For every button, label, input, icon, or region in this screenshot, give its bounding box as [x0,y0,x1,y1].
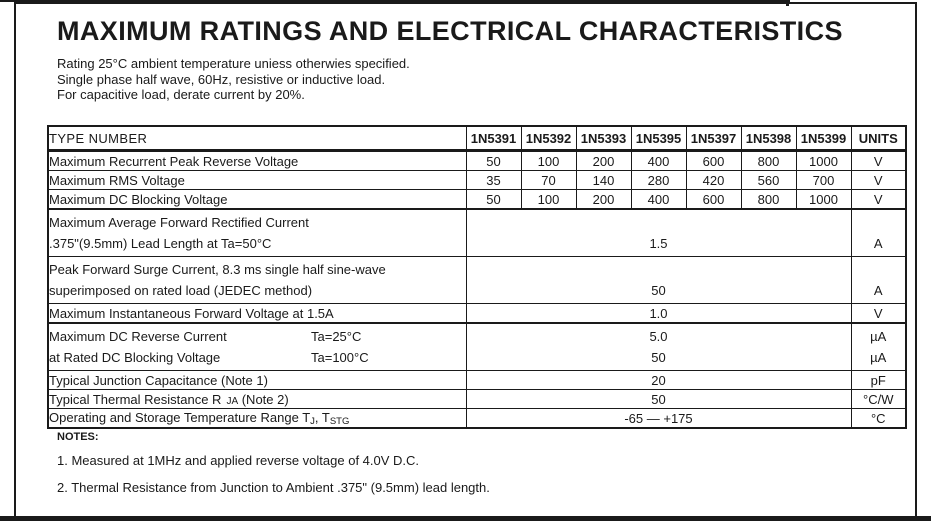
tstg-subscript: STG [329,415,350,427]
row-label [48,257,466,304]
row-label-text: Operating and Storage Temperature Range T [49,409,311,425]
row-value: 400 [631,151,686,171]
row-label: Maximum Recurrent Peak Reverse Voltage [48,151,466,171]
test-condition: Ta=100°C [311,350,369,365]
row-value: 1000 [796,151,851,171]
device-column-header: 1N5399 [796,126,851,151]
row-label-text: Maximum DC Reverse Current [49,329,227,344]
device-column-header: 1N5397 [686,126,741,151]
row-label [48,409,466,429]
row-label-text: , T [314,409,330,425]
merged-value-cell [466,209,851,257]
row-label-line1 [49,329,466,344]
thermal-resistance-subscript: JA [226,395,239,407]
row-value: 140 [576,171,631,190]
table-row [48,409,906,429]
row-value: 50 [651,350,666,365]
row-value: 700 [796,171,851,190]
table-row [48,171,906,190]
row-label: Typical Junction Capacitance (Note 1) [48,371,466,390]
table-row [48,209,906,257]
row-value: 400 [631,190,686,210]
merged-value-cell [466,323,851,371]
row-unit: pF [851,371,906,390]
table-row [48,151,906,171]
table-row [48,323,906,371]
row-unit: µA [870,350,887,365]
row-label: Maximum DC Blocking Voltage [48,190,466,210]
device-column-header: 1N5395 [631,126,686,151]
merged-value-cell [466,257,851,304]
row-value: 100 [521,190,576,210]
row-value: 1.0 [466,304,851,324]
condition-line: Rating 25°C ambient temperature uniess otherwies specified. [57,56,410,71]
row-value: 50 [466,151,521,171]
note-item: 1. Measured at 1MHz and applied reverse voltage of 4.0V D.C. [57,453,420,468]
row-label: Maximum Instantaneous Forward Voltage at 1.5A [48,304,466,324]
page-bottom-rule [0,516,931,521]
row-value: 70 [521,171,576,190]
device-column-header: 1N5392 [521,126,576,151]
row-unit: °C/W [851,390,906,409]
row-value: 20 [466,371,851,390]
row-unit: A [873,236,883,251]
row-label-line2 [49,350,466,365]
row-unit-cell [851,323,906,371]
row-unit: A [873,283,883,298]
device-column-header: 1N5393 [576,126,631,151]
type-number-header: TYPE NUMBER [48,126,466,151]
row-unit: V [851,190,906,210]
row-value: 800 [741,151,796,171]
row-unit-cell [851,209,906,257]
table-row [48,304,906,324]
units-header: UNITS [851,126,906,151]
row-label [48,209,466,257]
row-label-line1: Peak Forward Surge Current, 8.3 ms single half sine-wave [49,262,386,277]
row-label-line2: .375"(9.5mm) Lead Length at Ta=50°C [49,236,272,251]
row-label-text: (Note 2) [238,391,289,407]
row-value: 280 [631,171,686,190]
row-value: 50 [651,283,666,298]
condition-line: Single phase half wave, 60Hz, resistive or inductive load. [57,71,386,87]
row-unit: °C [851,409,906,429]
row-value: 200 [576,190,631,210]
row-label: Maximum RMS Voltage [48,171,466,190]
ratings-table [47,125,907,429]
ratings-table-wrap [47,125,907,429]
row-unit: V [851,171,906,190]
page-title: MAXIMUM RATINGS AND ELECTRICAL CHARACTERISTICS [57,16,843,46]
table-row [48,390,906,409]
row-value: 1000 [796,190,851,210]
row-unit: V [851,304,906,324]
row-value: 420 [686,171,741,190]
row-value: 1.5 [649,236,668,251]
table-header-row [48,126,906,151]
row-value: 600 [686,151,741,171]
test-condition: Ta=25°C [311,329,362,344]
row-value: 600 [686,190,741,210]
row-label-text: at Rated DC Blocking Voltage [49,350,221,365]
notes-heading: NOTES: [57,431,99,443]
row-value: 800 [741,190,796,210]
row-label-line1: Maximum Average Forward Rectified Current [49,215,309,230]
condition-line: For capacitive load, derate current by 20%. [57,87,305,102]
row-value: 50 [466,390,851,409]
row-value: 50 [466,190,521,210]
table-row [48,371,906,390]
rating-conditions [57,56,410,103]
row-label [48,390,466,409]
row-label [48,323,466,371]
row-unit: µA [870,329,887,344]
device-column-header: 1N5398 [741,126,796,151]
row-value: -65 — +175 [466,409,851,429]
note-item: 2. Thermal Resistance from Junction to Ambient .375" (9.5mm) lead length. [57,480,490,495]
table-row [48,257,906,304]
tj-subscript: J [310,415,315,427]
row-value: 35 [466,171,521,190]
row-label-line2: superimposed on rated load (JEDEC method) [49,283,313,298]
device-column-header: 1N5391 [466,126,521,151]
row-value: 100 [521,151,576,171]
row-value: 5.0 [649,329,668,344]
row-unit: V [851,151,906,171]
row-label-text: Typical Thermal Resistance R [49,391,222,407]
table-row [48,190,906,210]
row-value: 560 [741,171,796,190]
row-value: 200 [576,151,631,171]
row-unit-cell [851,257,906,304]
